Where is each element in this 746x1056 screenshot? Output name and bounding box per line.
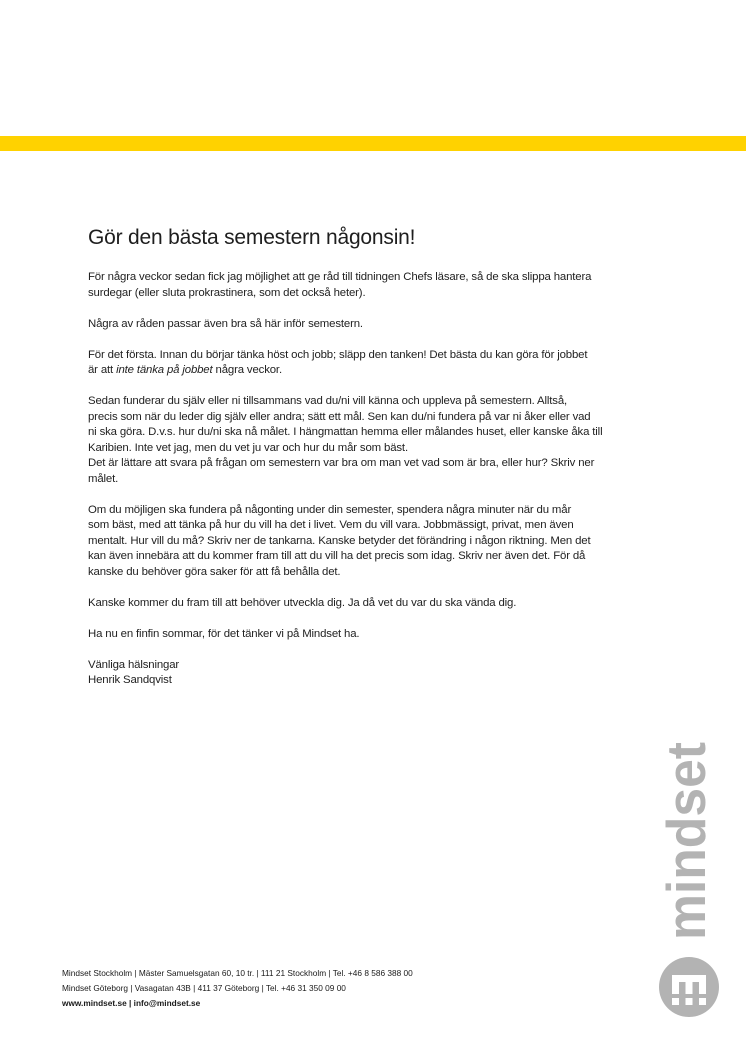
letter-title: Gör den bästa semestern någonsin! (88, 226, 416, 249)
text-line: Karibien. Inte vet jag, men du vet ju var och hur du mår som bäst. (88, 441, 408, 454)
text-segment: är att (88, 364, 117, 376)
paragraph-6 (88, 596, 668, 612)
text-line: Det är lättare att svara på frågan om semestern var bra om man vet vad som är bra, eller hur? Skriv ner (88, 457, 595, 469)
closing-text: Vänliga hälsningar (88, 658, 180, 671)
footer-web[interactable]: www.mindset.se | info@mindset.se (62, 998, 201, 1008)
wordmark-text: mindset (655, 729, 717, 940)
paragraph-4 (88, 394, 668, 487)
mindset-wordmark (655, 729, 717, 940)
text-line-with-emphasis (88, 363, 668, 379)
header-accent-bar (0, 136, 746, 151)
text-line: För det första. Innan du börjar tänka höst och jobb; släpp den tanken! Det bästa du kan göra för jobbet (88, 348, 588, 361)
paragraph-7 (88, 627, 668, 643)
text-line: Ha nu en finfin sommar, för det tänker vi på Mindset ha. (88, 627, 360, 640)
footer-contact (62, 966, 622, 1011)
text-line: kan även innebära att du kommer fram till att du vill ha det precis som idag. Skriv ner även det. För då (88, 550, 586, 562)
emphasis-text: inte tänka på jobbet (116, 364, 213, 376)
paragraph-3 (88, 348, 668, 379)
text-line: Om du möjligen ska fundera på någonting under din semester, spendera några minuter när du mår (88, 503, 572, 516)
signature-block (88, 658, 668, 689)
paragraph-2 (88, 317, 668, 333)
text-line: Sedan funderar du själv eller ni tillsammans vad du/ni vill känna och uppleva på semestern. Alltså, (88, 395, 568, 407)
text-line: målet. (88, 472, 119, 485)
paragraph-5 (88, 503, 668, 581)
mindset-m-logo-icon (658, 956, 720, 1018)
signer-name: Henrik Sandqvist (88, 674, 172, 686)
text-line: mentalt. Hur vill du må? Skriv ner de tankarna. Kanske betyder det förändring i någon riktning. Men det (88, 534, 591, 547)
footer-stockholm: Mindset Stockholm | Mäster Samuelsgatan 60, 10 tr. | 111 21 Stockholm | Tel. +46 8 586 388 00 (62, 968, 413, 978)
text-line: surdegar (eller sluta prokrastinera, som det också heter). (88, 286, 366, 299)
text-segment: några veckor. (212, 364, 282, 376)
letter-body (88, 226, 668, 689)
text-line: som bäst, med att tänka på hur du vill ha det i livet. Vem du vill vara. Jobbmässigt, privat, men även (88, 519, 574, 531)
text-line: Några av råden passar även bra så här inför semestern. (88, 317, 363, 330)
footer-goteborg: Mindset Göteborg | Vasagatan 43B | 411 37 Göteborg | Tel. +46 31 350 09 00 (62, 983, 346, 993)
paragraph-1 (88, 270, 668, 301)
text-line: För några veckor sedan fick jag möjlighet att ge råd till tidningen Chefs läsare, så de ska slippa hantera (88, 271, 592, 283)
text-line: precis som när du leder dig själv eller andra; sätt ett mål. Sen kan du/ni fundera på var ni åker eller vad (88, 410, 591, 423)
text-line: Kanske kommer du fram till att behöver utveckla dig. Ja då vet du var du ska vända dig. (88, 596, 517, 609)
text-line: kanske du behöver göra saker för att få behålla det. (88, 565, 341, 578)
text-line: ni ska göra. D.v.s. hur du/ni ska nå målet. I hängmattan hemma eller målandes huset, eller kanske åka till (88, 426, 603, 438)
